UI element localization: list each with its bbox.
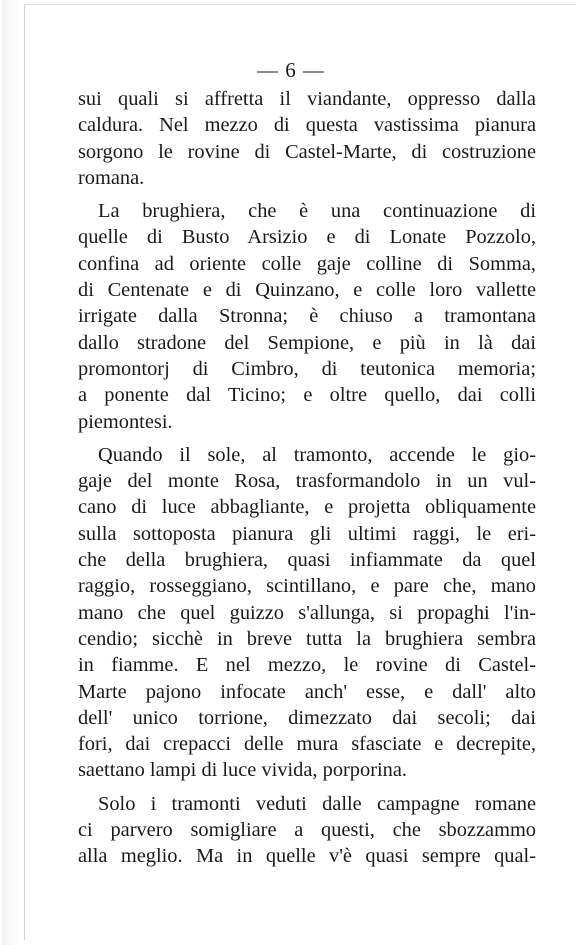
- body-text: [78, 86, 536, 870]
- text-line: fori, dai crepacci delle mura sfasciate e decrepite,: [78, 733, 536, 756]
- text-line: a ponente dal Ticino; e oltre quello, dai colli: [78, 384, 536, 407]
- paragraph-2: [78, 198, 536, 435]
- text-line: Quando il sole, al tramonto, accende le gio-: [98, 443, 536, 466]
- text-line: gaje del monte Rosa, trasformandolo in un vul-: [78, 470, 536, 493]
- text-line: sorgono le rovine di Castel-Marte, di costruzione: [78, 140, 536, 163]
- text-line: dallo stradone del Sempione, e più in là dai: [78, 331, 536, 354]
- text-line: Solo i tramonti veduti dalle campagne romane: [98, 792, 536, 815]
- text-line: dell' unico torrione, dimezzato dai secoli; dai: [78, 706, 536, 729]
- text-line: alla meglio. Ma in quelle v'è quasi sempre qual-: [78, 845, 536, 868]
- text-line: di Centenate e di Quinzano, e colle loro vallette: [78, 279, 536, 302]
- text-line: sui quali si affretta il viandante, oppresso dalla: [78, 88, 536, 110]
- text-line: caldura. Nel mezzo di questa vastissima pianura: [78, 114, 536, 137]
- page-gutter: [2, 0, 20, 945]
- text-line: raggio, rosseggiano, scintillano, e pare che, mano: [78, 575, 536, 598]
- text-line: ci parvero somigliare a questi, che sbozzammo: [78, 819, 536, 842]
- text-line: sulla sottoposta pianura gli ultimi raggi, le eri-: [78, 522, 536, 545]
- text-line: La brughiera, che è una continuazione di: [98, 200, 536, 223]
- text-line: cano di luce abbagliante, e projetta obliquamente: [78, 496, 536, 519]
- text-line: in fiamme. E nel mezzo, le rovine di Castel-: [78, 654, 536, 677]
- text-line: Marte pajono infocate anch' esse, e dall' alto: [78, 680, 536, 703]
- text-line: promontorj di Cimbro, di teutonica memoria;: [78, 357, 536, 380]
- paragraph-3: [78, 442, 536, 784]
- paragraph-1: [78, 86, 536, 191]
- text-line: mano che quel guizzo s'allunga, si propaghi l'in-: [78, 601, 536, 624]
- text-line: piemontesi.: [78, 410, 173, 433]
- page-number: — 6 —: [257, 58, 325, 82]
- text-line: confina ad oriente colle gaje colline di Somma,: [78, 252, 536, 275]
- text-line: irrigate dalla Stronna; è chiuso a tramontana: [78, 305, 536, 328]
- text-line: cendio; sicchè in breve tutta la brughiera sembra: [78, 627, 536, 650]
- text-line: che della brughiera, quasi infiammate da quel: [78, 549, 536, 572]
- paragraph-4: [78, 791, 536, 870]
- text-line: romana.: [78, 166, 145, 189]
- text-line: saettano lampi di luce vivida, porporina.: [78, 759, 407, 782]
- text-line: quelle di Busto Arsizio e di Lonate Pozzolo,: [78, 226, 536, 249]
